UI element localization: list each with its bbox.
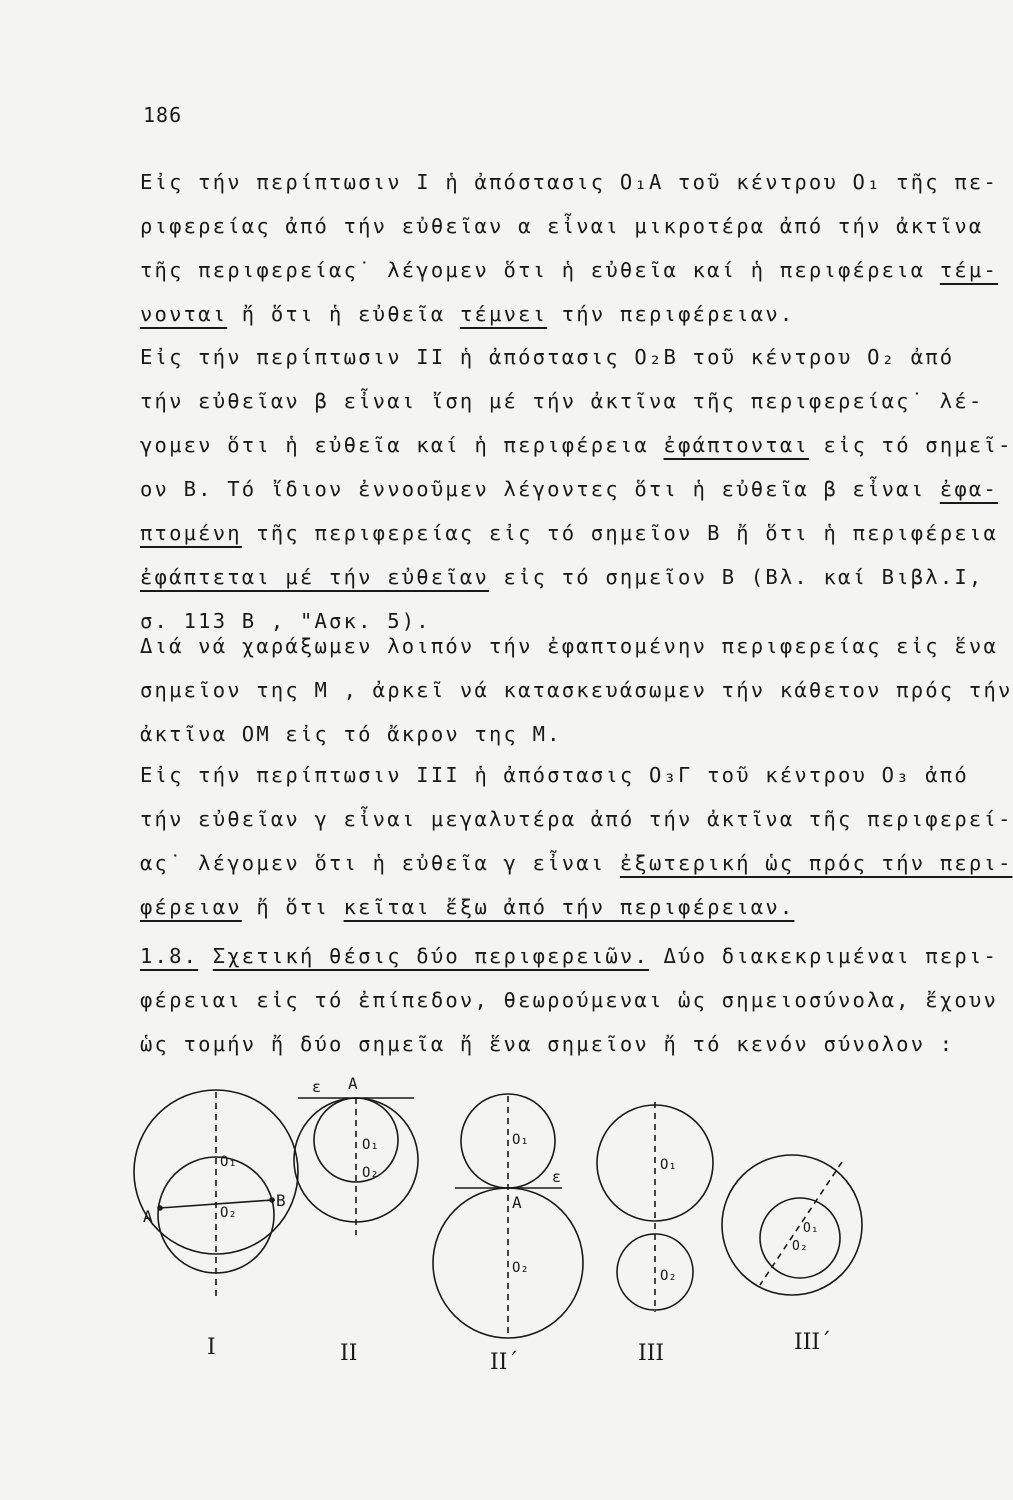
common-chord xyxy=(160,1200,272,1208)
text-span: εἰς τό σημεῖ- xyxy=(808,433,1013,457)
text-line: Διά νά χαράξωμεν λοιπόν τήν ἐφαπτομένην περιφερείας εἰς ἕνα xyxy=(140,634,998,658)
circle-o2 xyxy=(158,1157,274,1273)
label-eps: ε xyxy=(552,1168,562,1186)
text-span: γομεν ὅτι ἡ εὐθεῖα καί ἡ περιφέρεια xyxy=(140,433,664,457)
circle-o1 xyxy=(294,1098,418,1222)
figure-label-three-prime: ΙΙΙ΄ xyxy=(794,1330,832,1355)
text-span: τῆς περιφερείας εἰς τό σημεῖον Β ἤ ὅτι ἡ περιφέρεια xyxy=(241,521,998,545)
term-intersect-cont: νονται xyxy=(140,302,228,326)
text-line xyxy=(140,258,998,282)
circle-o2 xyxy=(314,1098,398,1182)
circle-o2 xyxy=(617,1234,693,1310)
text-line: ὡς τομήν ἤ δύο σημεῖα ἤ ἕνα σημεῖον ἤ τό κενόν σύνολον : xyxy=(140,1032,955,1056)
term-intersect: τέμ- xyxy=(939,258,998,282)
figure-label-two: ΙΙ xyxy=(340,1341,358,1366)
text-line: σ. 113 Β , "Ασκ. 5). xyxy=(140,609,431,633)
circle-o1 xyxy=(134,1090,298,1254)
text-span: εἰς τό σημεῖον Β (Βλ. καί Βιβλ.Ι, xyxy=(489,565,984,589)
text-line xyxy=(140,565,983,589)
text-line xyxy=(140,851,1013,875)
label-o2: O₂ xyxy=(362,1165,379,1181)
page-number: 186 xyxy=(143,103,183,127)
label-o1: O₁ xyxy=(362,1137,379,1153)
text-line: ἀκτῖνα ΟΜ εἰς τό ἄκρον της Μ. xyxy=(140,722,562,746)
term-tangent-line-cont: πτομένη xyxy=(140,521,242,545)
text-line: φέρειαι εἰς τό ἐπίπεδον, θεωρούμεναι ὡς σημειοσύνολα, ἔχουν xyxy=(140,988,998,1012)
text-span: τήν περιφέρειαν. xyxy=(547,302,795,326)
text-line: σημεῖον της Μ , ἀρκεῖ νά κατασκευάσωμεν τήν κάθετον πρός τήν xyxy=(140,678,1013,702)
label-b: B xyxy=(276,1191,286,1210)
center-line xyxy=(760,1162,842,1285)
point-b xyxy=(270,1198,274,1202)
label-o1: O₁ xyxy=(803,1221,819,1236)
figure-one xyxy=(134,1090,298,1300)
circle-o1 xyxy=(722,1155,862,1295)
circle-o1 xyxy=(461,1094,555,1188)
text-line xyxy=(140,895,794,919)
label-o1: O₁ xyxy=(660,1157,677,1173)
label-o1: O₁ xyxy=(512,1132,529,1148)
label-o2: O₂ xyxy=(220,1205,237,1221)
figure-two xyxy=(294,1074,418,1235)
label-a: A xyxy=(348,1074,358,1093)
label-o2: O₂ xyxy=(660,1268,677,1284)
term-cuts: τέμνει xyxy=(459,302,548,326)
term-external: ἐξωτερική ὡς πρός τήν περι- xyxy=(619,851,1013,875)
section-title: Σχετική θέσις δύο περιφερειῶν. xyxy=(212,944,649,968)
text-line xyxy=(140,302,794,326)
text-line xyxy=(140,944,998,968)
figure-label-two-prime: ΙΙ΄ xyxy=(490,1350,519,1375)
text-line: Εἰς τήν περίπτωσιν Ι ἡ ἀπόστασις Ο₁Α τοῦ κέντρου Ο₁ τῆς πε- xyxy=(140,170,998,194)
term-touches: ἐφάπτεται μέ τήν εὐθεῖαν xyxy=(140,565,490,589)
label-o2: O₂ xyxy=(512,1260,529,1276)
term-tangent-line: ἐφα- xyxy=(939,477,998,501)
term-lies-outside: κεῖται ἔξω ἀπό τήν περιφέρειαν. xyxy=(343,895,795,919)
circle-o2 xyxy=(433,1188,583,1338)
figure-label-one: Ι xyxy=(207,1335,216,1360)
term-tangent: ἐφάπτονται xyxy=(663,433,809,457)
text-line: ριφερείας ἀπό τήν εὐθεῖαν α εἶναι μικροτέρα ἀπό τήν ἀκτῖνα xyxy=(140,214,984,238)
figure-two-prime xyxy=(433,1094,583,1338)
text-line: τήν εὐθεῖαν β εἶναι ἴση μέ τήν ἀκτῖνα τῆς περιφερείας˙ λέ- xyxy=(140,389,984,413)
text-span: τῆς περιφερείας˙ λέγομεν ὅτι ἡ εὐθεῖα καί ἡ περιφέρεια xyxy=(140,258,940,282)
text-span: ἤ ὅτι xyxy=(241,895,344,919)
figure-three xyxy=(597,1102,713,1312)
text-line xyxy=(140,433,1013,457)
text-line xyxy=(140,477,998,501)
label-eps: ε xyxy=(312,1078,322,1096)
circle-o2 xyxy=(760,1198,840,1278)
label-o2: O₂ xyxy=(792,1239,808,1254)
text-span: ον Β. Τό ἴδιον ἐννοοῦμεν λέγοντες ὅτι ἡ εὐθεῖα β εἶναι xyxy=(140,477,940,501)
section-number: 1.8. xyxy=(140,944,199,968)
text-span: ας˙ λέγομεν ὅτι ἡ εὐθεῖα γ εἶναι xyxy=(140,851,620,875)
figure-three-prime xyxy=(722,1155,862,1295)
figure-label-three: ΙΙΙ xyxy=(638,1341,665,1366)
text-line: Εἰς τήν περίπτωσιν ΙΙΙ ἡ ἀπόστασις Ο₃Γ τοῦ κέντρου Ο₃ ἀπό xyxy=(140,763,969,787)
point-a xyxy=(158,1206,162,1210)
circle-o1 xyxy=(597,1105,713,1221)
text-span: ἤ ὅτι ἡ εὐθεῖα xyxy=(227,302,460,326)
text-line: τήν εὐθεῖαν γ εἶναι μεγαλυτέρα ἀπό τήν ἀκτῖνα τῆς περιφερεί- xyxy=(140,807,1013,831)
text-span xyxy=(198,944,213,968)
text-span: Δύο διακεκριμέναι περι- xyxy=(648,944,998,968)
label-o1: O₁ xyxy=(220,1154,237,1170)
label-a: A xyxy=(512,1193,522,1212)
text-line xyxy=(140,521,998,545)
label-a: A xyxy=(143,1207,153,1226)
text-line: Εἰς τήν περίπτωσιν ΙΙ ἡ ἀπόστασις Ο₂Β τοῦ κέντρου Ο₂ ἀπό xyxy=(140,345,955,369)
term-external-cont: φέρειαν xyxy=(140,895,242,919)
